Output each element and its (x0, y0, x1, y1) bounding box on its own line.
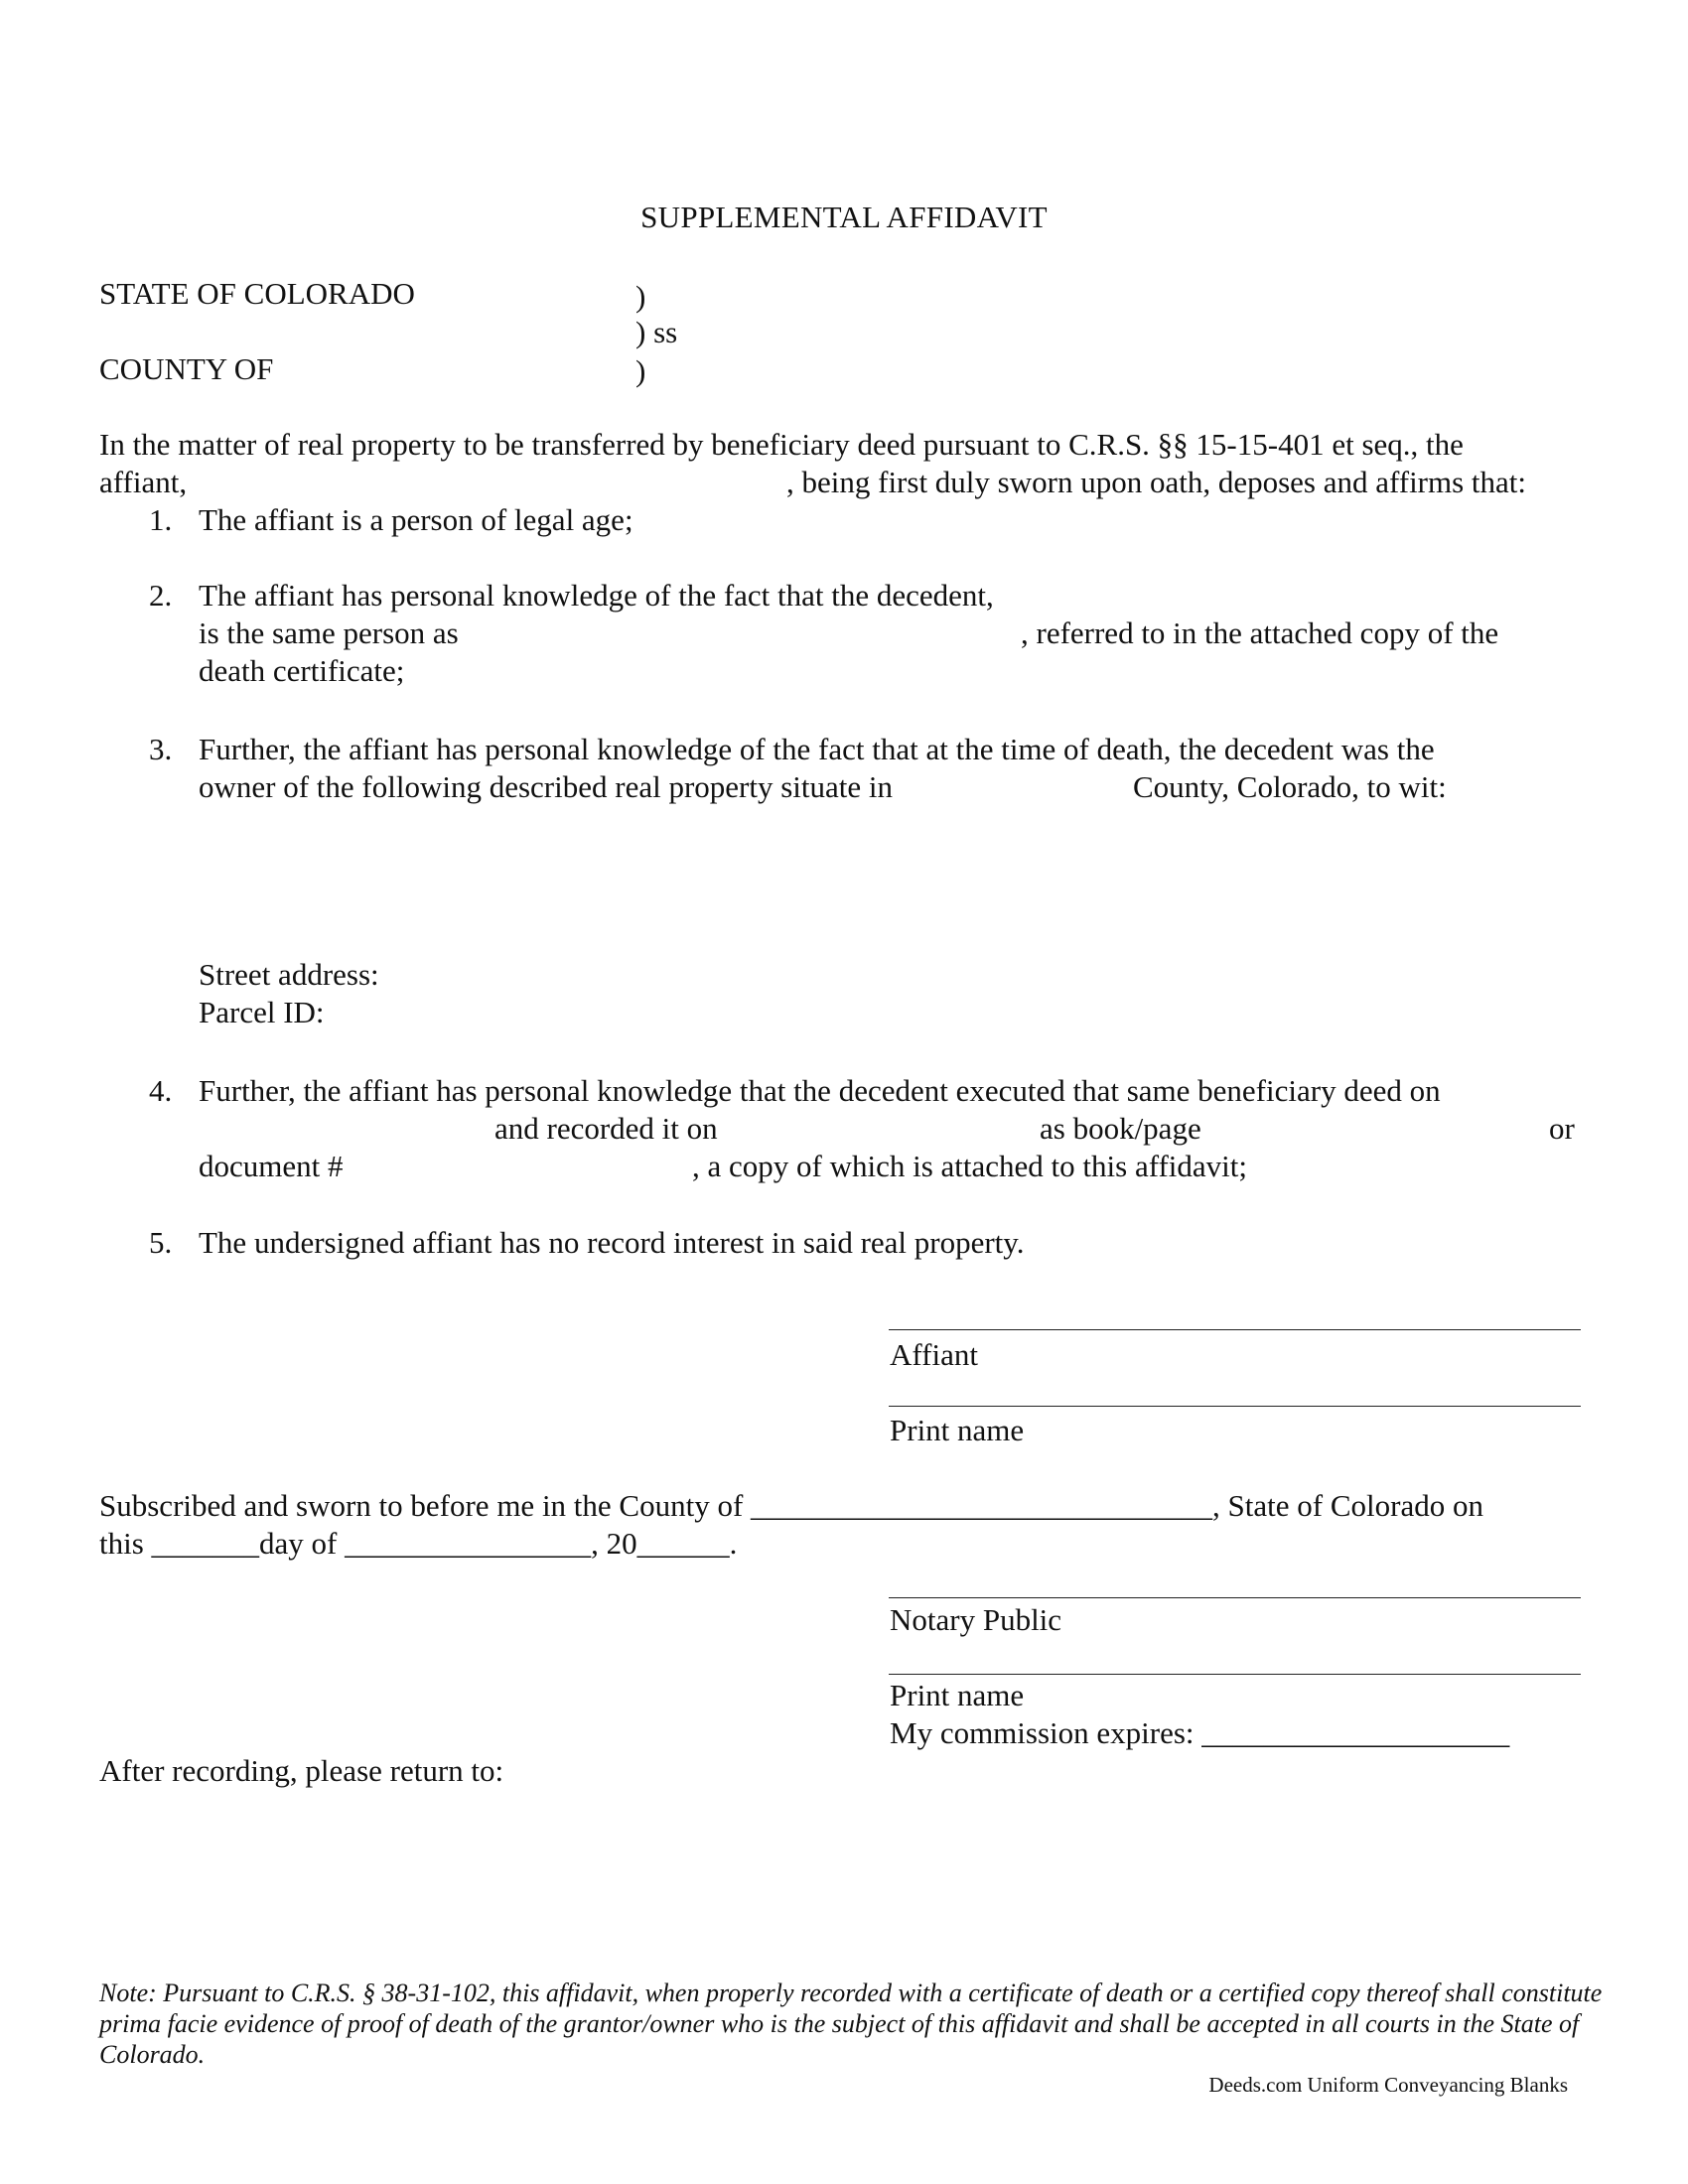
street-address-label: Street address: (199, 957, 379, 992)
affiant-label: Affiant (890, 1337, 978, 1372)
item-3-number: 3. (149, 732, 173, 766)
item-3-line-1: Further, the affiant has personal knowledge of the fact that at the time of death, the decedent was the (199, 732, 1435, 766)
item-4-book-page: as book/page (1040, 1111, 1201, 1146)
jurat-line-1: Subscribed and sworn to before me in the County of ______________________________, State of Colorado on (99, 1488, 1483, 1523)
affiant-print-name-line[interactable] (889, 1406, 1581, 1407)
item-2-line-1: The affiant has personal knowledge of the fact that the decedent, (199, 578, 994, 613)
item-2-line-3: death certificate; (199, 653, 405, 688)
item-4-document-label: document # (199, 1149, 344, 1183)
item-4-or: or (1549, 1111, 1575, 1146)
notary-signature-line[interactable] (889, 1597, 1581, 1598)
item-4-number: 4. (149, 1073, 173, 1108)
item-3-line-2b: County, Colorado, to wit: (1133, 769, 1447, 804)
venue-paren-3: ) (635, 353, 646, 388)
notary-print-name-label: Print name (890, 1678, 1025, 1712)
item-1-number: 1. (149, 502, 173, 537)
notary-public-label: Notary Public (890, 1602, 1062, 1637)
intro-sworn-text: , being first duly sworn upon oath, deposes and affirms that: (786, 465, 1527, 499)
return-to-label: After recording, please return to: (99, 1753, 504, 1788)
venue-paren-ss: ) ss (635, 315, 678, 349)
county-label: COUNTY OF (99, 351, 274, 386)
intro-line-1: In the matter of real property to be transferred by beneficiary deed pursuant to C.R.S. §§ 15-15-401 et seq., the (99, 427, 1464, 462)
item-2-line-2a: is the same person as (199, 615, 459, 650)
item-3-line-2a: owner of the following described real property situate in (199, 769, 893, 804)
item-2-line-2b: , referred to in the attached copy of the (1021, 615, 1499, 650)
item-1-text: The affiant is a person of legal age; (199, 502, 633, 537)
notary-print-name-line[interactable] (889, 1674, 1581, 1675)
item-4-copy-text: , a copy of which is attached to this affidavit; (692, 1149, 1247, 1183)
footer-credit: Deeds.com Uniform Conveyancing Blanks (1208, 2073, 1568, 2097)
state-label: STATE OF COLORADO (99, 276, 415, 311)
parcel-id-label: Parcel ID: (199, 995, 325, 1029)
affiant-signature-line[interactable] (889, 1329, 1581, 1330)
item-2-number: 2. (149, 578, 173, 613)
jurat-line-2: this _______day of ________________, 20______. (99, 1526, 738, 1561)
item-4-line-1: Further, the affiant has personal knowledge that the decedent executed that same beneficiary deed on (199, 1073, 1441, 1108)
item-5-text: The undersigned affiant has no record interest in said real property. (199, 1225, 1025, 1260)
affiant-print-name-label: Print name (890, 1413, 1025, 1447)
legal-note: Note: Pursuant to C.R.S. § 38-31-102, this affidavit, when properly recorded with a certificate of death or a certified copy thereof shall constitute prima facie evidence of proof of death of the grantor/owner who is the subject of this affidavit and shall be accepted in all courts in the State of Colorado. (99, 1979, 1603, 2069)
intro-affiant-label: affiant, (99, 465, 188, 499)
venue-paren-1: ) (635, 279, 646, 314)
item-5-number: 5. (149, 1225, 173, 1260)
commission-expires: My commission expires: ____________________ (890, 1715, 1510, 1750)
item-4-recorded: and recorded it on (494, 1111, 718, 1146)
page-title: SUPPLEMENTAL AFFIDAVIT (640, 200, 1048, 234)
